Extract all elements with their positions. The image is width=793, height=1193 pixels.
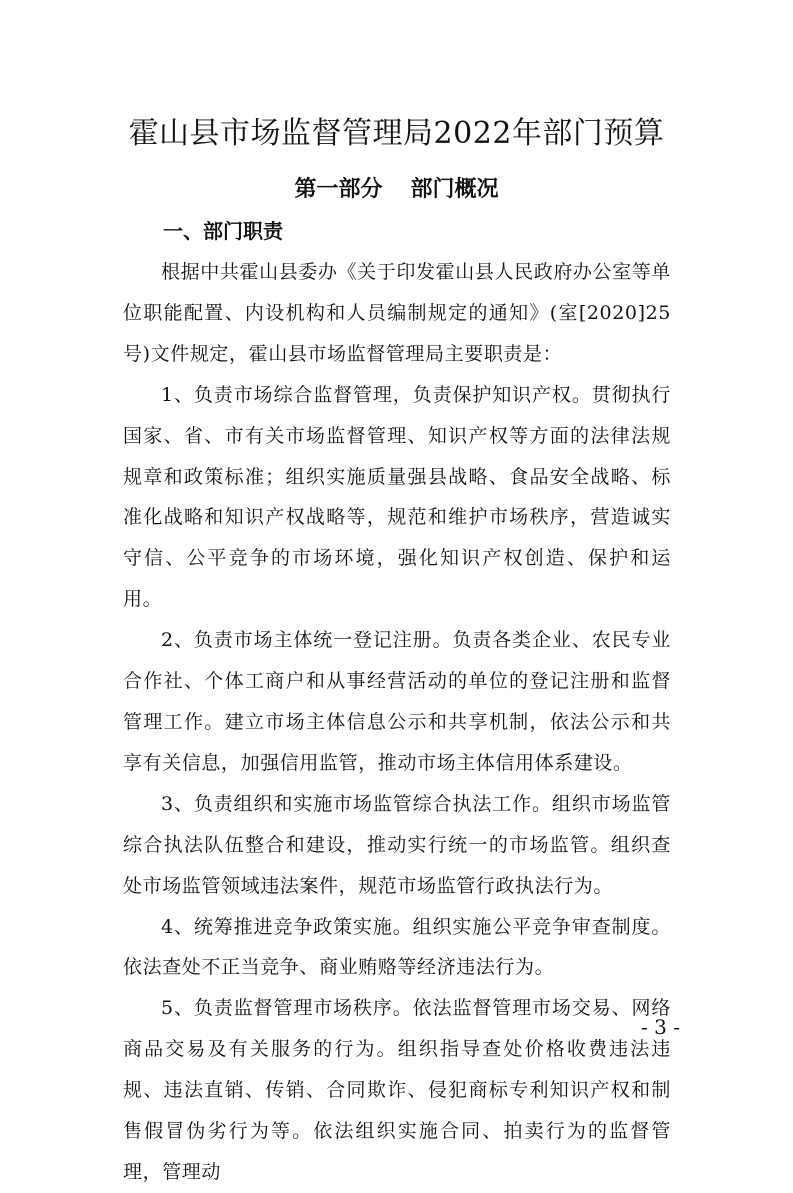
- paragraph-intro: 根据中共霍山县委办《关于印发霍山县人民政府办公室等单位职能配置、内设机构和人员编制规定的通知》(室[2020]25号)文件规定，霍山县市场监督管理局主要职责是：: [123, 261, 671, 365]
- paragraph-duty-3: 3、负责组织和实施市场监管综合执法工作。组织市场监管综合执法队伍整合和建设，推动实行统一的市场监管。组织查处市场监管领域违法案件，规范市场监管行政执法行为。: [123, 792, 671, 897]
- part-title-name: 部门概况: [410, 177, 499, 202]
- part-title: [0, 172, 793, 208]
- paragraph-duty-2: 2、负责市场主体统一登记注册。负责各类企业、农民专业合作社、个体工商户和从事经营活动的单位的登记注册和监督管理工作。建立市场主体信息公示和共享机制，依法公示和共享有关信息，加强信用监管，推动市场主体信用体系建设。: [123, 629, 671, 774]
- page-number: - 3 -: [641, 1015, 680, 1039]
- document-body: [123, 252, 671, 1193]
- paragraph-duty-5: 5、负责监督管理市场秩序。依法监督管理市场交易、网络商品交易及有关服务的行为。组织指导查处价格收费违法违规、违法直销、传销、合同欺诈、侵犯商标专利知识产权和制售假冒伪劣行为等。依法组织实施合同、拍卖行为的监督管理，管理动: [123, 997, 671, 1183]
- part-title-number: 第一部分: [294, 177, 383, 202]
- paragraph-duty-4: 4、统筹推进竞争政策实施。组织实施公平竞争审查制度。依法查处不正当竞争、商业贿赂等经济违法行为。: [123, 915, 671, 979]
- section-heading: 一、部门职责: [163, 219, 283, 243]
- paragraph-duty-1: 1、负责市场综合监督管理，负责保护知识产权。贯彻执行国家、省、市有关市场监督管理、知识产权等方面的法律法规规章和政策标准；组织实施质量强县战略、食品安全战略、标准化战略和知识产权战略等，规范和维护市场秩序，营造诚实守信、公平竞争的市场环境，强化知识产权创造、保护和运用。: [123, 383, 671, 611]
- page-title: 霍山县市场监督管理局2022年部门预算: [128, 116, 665, 152]
